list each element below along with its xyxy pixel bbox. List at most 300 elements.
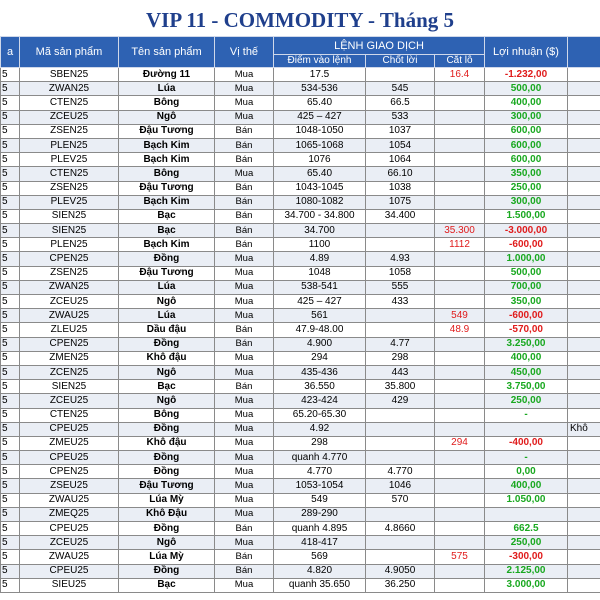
extra-cell <box>568 365 600 379</box>
position-cell: Mua <box>215 110 274 124</box>
position-cell: Mua <box>215 422 274 436</box>
entry-price-cell: quanh 35.650 <box>274 578 366 592</box>
profit-cell: 600,00 <box>485 138 568 152</box>
product-code-cell: ZSEU25 <box>20 479 119 493</box>
product-name-cell: Lúa <box>119 280 215 294</box>
position-cell: Mua <box>215 394 274 408</box>
take-profit-cell: 66.10 <box>366 167 435 181</box>
position-cell: Mua <box>215 536 274 550</box>
entry-price-cell: 418-417 <box>274 536 366 550</box>
table-row <box>1 167 600 181</box>
product-name-cell: Bạc <box>119 578 215 592</box>
take-profit-cell: 1064 <box>366 153 435 167</box>
product-code-cell: ZMEU25 <box>20 436 119 450</box>
take-profit-cell: 443 <box>366 365 435 379</box>
stop-loss-cell <box>435 522 485 536</box>
table-row <box>1 507 600 521</box>
profit-cell: 250,00 <box>485 394 568 408</box>
entry-price-cell: 1048-1050 <box>274 124 366 138</box>
extra-cell <box>568 224 600 238</box>
entry-price-cell: 425 – 427 <box>274 110 366 124</box>
extra-cell <box>568 550 600 564</box>
table-row <box>1 479 600 493</box>
extra-cell <box>568 82 600 96</box>
table-row <box>1 564 600 578</box>
profit-cell: 3.750,00 <box>485 380 568 394</box>
product-name-cell: Bạc <box>119 380 215 394</box>
take-profit-cell: 298 <box>366 351 435 365</box>
extra-cell <box>568 465 600 479</box>
product-name-cell: Bông <box>119 167 215 181</box>
position-cell: Bán <box>215 124 274 138</box>
row-index-cell: 5 <box>1 153 20 167</box>
product-name-cell: Bông <box>119 96 215 110</box>
stop-loss-cell <box>435 536 485 550</box>
take-profit-cell <box>366 408 435 422</box>
product-name-cell: Đồng <box>119 422 215 436</box>
product-name-cell: Lúa <box>119 309 215 323</box>
stop-loss-cell <box>435 82 485 96</box>
product-name-cell: Đồng <box>119 564 215 578</box>
entry-price-cell: 1076 <box>274 153 366 167</box>
product-name-cell: Bông <box>119 408 215 422</box>
take-profit-cell <box>366 224 435 238</box>
stop-loss-cell <box>435 564 485 578</box>
row-index-cell: 5 <box>1 380 20 394</box>
extra-cell <box>568 507 600 521</box>
row-index-cell: 5 <box>1 451 20 465</box>
row-index-cell: 5 <box>1 550 20 564</box>
extra-cell <box>568 252 600 266</box>
product-name-cell: Ngô <box>119 295 215 309</box>
header-profit: Lợi nhuận ($) <box>485 37 568 68</box>
entry-price-cell: 4.900 <box>274 337 366 351</box>
extra-cell <box>568 309 600 323</box>
entry-price-cell: 34.700 - 34.800 <box>274 209 366 223</box>
entry-price-cell: 65.40 <box>274 167 366 181</box>
stop-loss-cell: 294 <box>435 436 485 450</box>
trade-table <box>0 36 600 593</box>
stop-loss-cell <box>435 252 485 266</box>
profit-cell: -300,00 <box>485 550 568 564</box>
entry-price-cell: 425 – 427 <box>274 295 366 309</box>
profit-cell <box>485 422 568 436</box>
entry-price-cell: quanh 4.895 <box>274 522 366 536</box>
table-row <box>1 465 600 479</box>
product-name-cell: Bạc <box>119 224 215 238</box>
product-name-cell: Khô Đậu <box>119 507 215 521</box>
position-cell: Mua <box>215 578 274 592</box>
position-cell: Mua <box>215 507 274 521</box>
take-profit-cell: 1038 <box>366 181 435 195</box>
product-name-cell: Bạch Kim <box>119 195 215 209</box>
profit-cell: 3.250,00 <box>485 337 568 351</box>
take-profit-cell: 1046 <box>366 479 435 493</box>
product-code-cell: CTEN25 <box>20 408 119 422</box>
stop-loss-cell <box>435 209 485 223</box>
product-code-cell: CPEN25 <box>20 465 119 479</box>
extra-cell <box>568 351 600 365</box>
profit-cell: 1.000,00 <box>485 252 568 266</box>
position-cell: Bán <box>215 564 274 578</box>
profit-cell: 3.000,00 <box>485 578 568 592</box>
take-profit-cell <box>366 507 435 521</box>
header-product-name: Tên sản phẩm <box>119 37 215 68</box>
row-index-cell: 5 <box>1 365 20 379</box>
position-cell: Bán <box>215 337 274 351</box>
position-cell: Mua <box>215 82 274 96</box>
take-profit-cell: 545 <box>366 82 435 96</box>
stop-loss-cell <box>435 479 485 493</box>
entry-price-cell: 549 <box>274 493 366 507</box>
take-profit-cell: 429 <box>366 394 435 408</box>
position-cell: Mua <box>215 436 274 450</box>
table-row <box>1 451 600 465</box>
entry-price-cell: 4.770 <box>274 465 366 479</box>
extra-cell <box>568 124 600 138</box>
extra-cell <box>568 436 600 450</box>
product-name-cell: Lúa Mỳ <box>119 493 215 507</box>
row-index-cell: 5 <box>1 238 20 252</box>
product-name-cell: Khô đậu <box>119 351 215 365</box>
table-row <box>1 422 600 436</box>
profit-cell: 600,00 <box>485 153 568 167</box>
row-index-cell: 5 <box>1 224 20 238</box>
row-index-cell: 5 <box>1 493 20 507</box>
product-name-cell: Đồng <box>119 522 215 536</box>
profit-cell: 500,00 <box>485 82 568 96</box>
stop-loss-cell <box>435 295 485 309</box>
take-profit-cell: 66.5 <box>366 96 435 110</box>
entry-price-cell: 1048 <box>274 266 366 280</box>
stop-loss-cell <box>435 351 485 365</box>
row-index-cell: 5 <box>1 522 20 536</box>
extra-cell <box>568 408 600 422</box>
extra-cell <box>568 380 600 394</box>
take-profit-cell <box>366 323 435 337</box>
row-index-cell: 5 <box>1 507 20 521</box>
product-code-cell: ZCEU25 <box>20 295 119 309</box>
product-name-cell: Bạch Kim <box>119 238 215 252</box>
table-row <box>1 124 600 138</box>
header-product-code: Mã sản phẩm <box>20 37 119 68</box>
product-code-cell: ZWAU25 <box>20 550 119 564</box>
position-cell: Mua <box>215 280 274 294</box>
position-cell: Mua <box>215 408 274 422</box>
table-row <box>1 323 600 337</box>
row-index-cell: 5 <box>1 465 20 479</box>
extra-cell <box>568 479 600 493</box>
product-name-cell: Đậu Tương <box>119 124 215 138</box>
extra-cell <box>568 522 600 536</box>
product-code-cell: CPEN25 <box>20 337 119 351</box>
table-row <box>1 295 600 309</box>
product-code-cell: ZSEN25 <box>20 124 119 138</box>
row-index-cell: 5 <box>1 181 20 195</box>
entry-price-cell: 289-290 <box>274 507 366 521</box>
product-code-cell: CTEN25 <box>20 96 119 110</box>
profit-cell: 600,00 <box>485 124 568 138</box>
table-row <box>1 380 600 394</box>
profit-cell: 400,00 <box>485 479 568 493</box>
row-index-cell: 5 <box>1 536 20 550</box>
row-index-cell: 5 <box>1 479 20 493</box>
table-row <box>1 493 600 507</box>
position-cell: Bán <box>215 224 274 238</box>
position-cell: Bán <box>215 522 274 536</box>
extra-cell <box>568 323 600 337</box>
entry-price-cell: 65.40 <box>274 96 366 110</box>
row-index-cell: 5 <box>1 295 20 309</box>
position-cell: Mua <box>215 451 274 465</box>
profit-cell: 350,00 <box>485 167 568 181</box>
row-index-cell: 5 <box>1 138 20 152</box>
extra-cell <box>568 564 600 578</box>
take-profit-cell: 1037 <box>366 124 435 138</box>
stop-loss-cell <box>435 195 485 209</box>
entry-price-cell: 294 <box>274 351 366 365</box>
position-cell: Mua <box>215 266 274 280</box>
product-code-cell: ZCEU25 <box>20 110 119 124</box>
product-code-cell: PLEV25 <box>20 153 119 167</box>
table-row <box>1 82 600 96</box>
profit-cell: 450,00 <box>485 365 568 379</box>
extra-cell <box>568 209 600 223</box>
stop-loss-cell <box>435 422 485 436</box>
extra-cell <box>568 238 600 252</box>
product-name-cell: Đồng <box>119 252 215 266</box>
row-index-cell: 5 <box>1 195 20 209</box>
row-index-cell: 5 <box>1 209 20 223</box>
table-row <box>1 337 600 351</box>
entry-price-cell: 4.92 <box>274 422 366 436</box>
entry-price-cell: 65.20-65.30 <box>274 408 366 422</box>
position-cell: Mua <box>215 351 274 365</box>
extra-cell <box>568 280 600 294</box>
position-cell: Bán <box>215 195 274 209</box>
stop-loss-cell <box>435 465 485 479</box>
stop-loss-cell: 575 <box>435 550 485 564</box>
entry-price-cell: 47.9-48.00 <box>274 323 366 337</box>
product-name-cell: Bạch Kim <box>119 153 215 167</box>
product-code-cell: ZCEU25 <box>20 394 119 408</box>
extra-cell <box>568 295 600 309</box>
profit-cell: - <box>485 451 568 465</box>
sheet-title: VIP 11 - COMMODITY - Tháng 5 <box>145 8 455 32</box>
row-index-cell: 5 <box>1 408 20 422</box>
product-name-cell: Đậu Tương <box>119 479 215 493</box>
product-code-cell: ZMEN25 <box>20 351 119 365</box>
row-index-cell: 5 <box>1 266 20 280</box>
table-row <box>1 280 600 294</box>
extra-cell <box>568 68 600 82</box>
product-code-cell: CTEN25 <box>20 167 119 181</box>
position-cell: Mua <box>215 167 274 181</box>
stop-loss-cell <box>435 408 485 422</box>
product-name-cell: Bạc <box>119 209 215 223</box>
table-row <box>1 394 600 408</box>
profit-cell <box>485 507 568 521</box>
header-entry: Điểm vào lệnh <box>274 55 366 68</box>
take-profit-cell: 1058 <box>366 266 435 280</box>
position-cell: Mua <box>215 68 274 82</box>
product-code-cell: ZSEN25 <box>20 181 119 195</box>
take-profit-cell <box>366 422 435 436</box>
header-stop-loss: Cắt lỗ <box>435 55 485 68</box>
entry-price-cell: 435-436 <box>274 365 366 379</box>
entry-price-cell: 4.89 <box>274 252 366 266</box>
product-code-cell: ZCEN25 <box>20 365 119 379</box>
take-profit-cell: 1075 <box>366 195 435 209</box>
position-cell: Mua <box>215 493 274 507</box>
extra-cell <box>568 493 600 507</box>
product-name-cell: Ngô <box>119 536 215 550</box>
take-profit-cell: 533 <box>366 110 435 124</box>
profit-cell: 300,00 <box>485 195 568 209</box>
table-row <box>1 138 600 152</box>
header-position: Vị thế <box>215 37 274 68</box>
table-row <box>1 578 600 592</box>
product-name-cell: Dầu đậu <box>119 323 215 337</box>
product-name-cell: Ngô <box>119 110 215 124</box>
take-profit-cell: 36.250 <box>366 578 435 592</box>
product-code-cell: CPEN25 <box>20 252 119 266</box>
row-index-cell: 5 <box>1 422 20 436</box>
position-cell: Bán <box>215 238 274 252</box>
product-code-cell: ZSEN25 <box>20 266 119 280</box>
profit-cell: 2.125,00 <box>485 564 568 578</box>
product-name-cell: Lúa Mỳ <box>119 550 215 564</box>
take-profit-cell <box>366 536 435 550</box>
entry-price-cell: 4.820 <box>274 564 366 578</box>
table-row <box>1 238 600 252</box>
extra-cell <box>568 96 600 110</box>
profit-cell: 700,00 <box>485 280 568 294</box>
entry-price-cell: 1053-1054 <box>274 479 366 493</box>
take-profit-cell: 35.800 <box>366 380 435 394</box>
entry-price-cell: 34.700 <box>274 224 366 238</box>
position-cell: Bán <box>215 323 274 337</box>
take-profit-cell: 4.9050 <box>366 564 435 578</box>
position-cell: Mua <box>215 479 274 493</box>
stop-loss-cell <box>435 153 485 167</box>
extra-cell <box>568 266 600 280</box>
table-row <box>1 96 600 110</box>
header-extra <box>568 37 600 68</box>
row-index-cell: 5 <box>1 309 20 323</box>
entry-price-cell: 569 <box>274 550 366 564</box>
extra-cell <box>568 536 600 550</box>
product-name-cell: Đồng <box>119 337 215 351</box>
extra-cell: Khô <box>568 422 600 436</box>
product-name-cell: Đồng <box>119 451 215 465</box>
row-index-cell: 5 <box>1 110 20 124</box>
entry-price-cell: 17.5 <box>274 68 366 82</box>
take-profit-cell: 4.770 <box>366 465 435 479</box>
stop-loss-cell <box>435 578 485 592</box>
stop-loss-cell <box>435 124 485 138</box>
profit-cell: -600,00 <box>485 238 568 252</box>
product-code-cell: SIEN25 <box>20 209 119 223</box>
product-name-cell: Lúa <box>119 82 215 96</box>
row-index-cell: 5 <box>1 323 20 337</box>
position-cell: Bán <box>215 181 274 195</box>
profit-cell: -600,00 <box>485 309 568 323</box>
profit-cell: -570,00 <box>485 323 568 337</box>
profit-cell: 350,00 <box>485 295 568 309</box>
position-cell: Bán <box>215 550 274 564</box>
profit-cell: -3.000,00 <box>485 224 568 238</box>
stop-loss-cell <box>435 266 485 280</box>
take-profit-cell: 4.93 <box>366 252 435 266</box>
entry-price-cell: 1100 <box>274 238 366 252</box>
entry-price-cell: 1065-1068 <box>274 138 366 152</box>
entry-price-cell: 1080-1082 <box>274 195 366 209</box>
table-row <box>1 153 600 167</box>
product-code-cell: PLEN25 <box>20 238 119 252</box>
stop-loss-cell <box>435 110 485 124</box>
table-row <box>1 365 600 379</box>
product-name-cell: Ngô <box>119 365 215 379</box>
table-row <box>1 195 600 209</box>
profit-cell: 1.500,00 <box>485 209 568 223</box>
product-name-cell: Đậu Tương <box>119 266 215 280</box>
row-index-cell: 5 <box>1 167 20 181</box>
take-profit-cell <box>366 436 435 450</box>
table-row <box>1 522 600 536</box>
stop-loss-cell <box>435 181 485 195</box>
header-index: a <box>1 37 20 68</box>
profit-cell: -400,00 <box>485 436 568 450</box>
row-index-cell: 5 <box>1 337 20 351</box>
profit-cell: -1.232,00 <box>485 68 568 82</box>
extra-cell <box>568 451 600 465</box>
product-code-cell: SIEU25 <box>20 578 119 592</box>
stop-loss-cell: 48.9 <box>435 323 485 337</box>
product-code-cell: SIEN25 <box>20 224 119 238</box>
position-cell: Mua <box>215 465 274 479</box>
product-code-cell: CPEU25 <box>20 522 119 536</box>
row-index-cell: 5 <box>1 394 20 408</box>
take-profit-cell <box>366 550 435 564</box>
extra-cell <box>568 337 600 351</box>
profit-cell: 400,00 <box>485 96 568 110</box>
entry-price-cell: quanh 4.770 <box>274 451 366 465</box>
product-name-cell: Ngô <box>119 394 215 408</box>
product-name-cell: Bạch Kim <box>119 138 215 152</box>
entry-price-cell: 36.550 <box>274 380 366 394</box>
product-code-cell: ZLEU25 <box>20 323 119 337</box>
table-row <box>1 408 600 422</box>
entry-price-cell: 298 <box>274 436 366 450</box>
row-index-cell: 5 <box>1 68 20 82</box>
take-profit-cell <box>366 309 435 323</box>
stop-loss-cell <box>435 394 485 408</box>
table-row <box>1 536 600 550</box>
profit-cell: 0,00 <box>485 465 568 479</box>
take-profit-cell: 1054 <box>366 138 435 152</box>
row-index-cell: 5 <box>1 436 20 450</box>
header-order-group: LỆNH GIAO DỊCH <box>274 37 485 55</box>
product-name-cell: Đậu Tương <box>119 181 215 195</box>
profit-cell: 300,00 <box>485 110 568 124</box>
profit-cell: 662.5 <box>485 522 568 536</box>
take-profit-cell: 433 <box>366 295 435 309</box>
row-index-cell: 5 <box>1 280 20 294</box>
product-code-cell: ZWAN25 <box>20 280 119 294</box>
table-row <box>1 209 600 223</box>
row-index-cell: 5 <box>1 252 20 266</box>
